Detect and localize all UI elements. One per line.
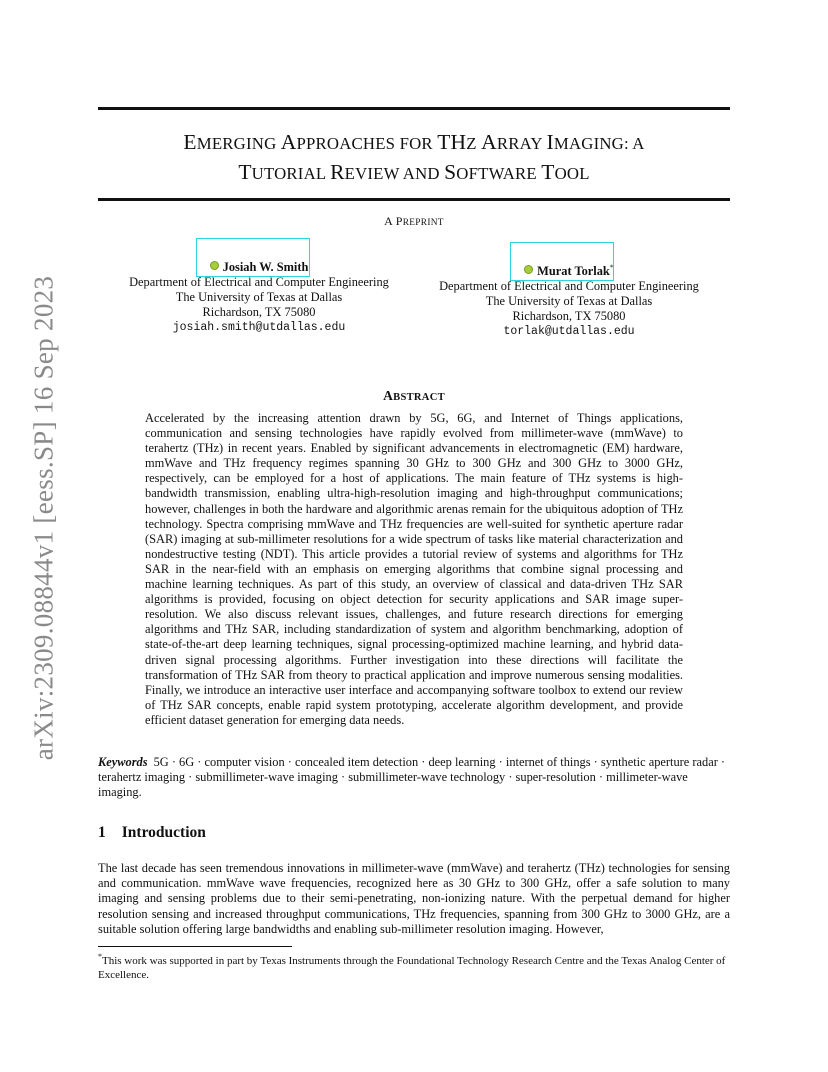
author-city: Richardson, TX 75080 xyxy=(202,305,316,319)
title-line-1: EMERGING APPROACHES FOR THZ ARRAY IMAGING: A xyxy=(183,130,645,154)
keywords-list: 5G · 6G · computer vision · concealed item detection · deep learning · internet of things · synthetic aperture radar · terahertz imaging · submillimeter-wave imaging · submillimeter-wave technology · super-resolution · millimeter-wave imaging. xyxy=(98,755,726,800)
author-university: The University of Texas at Dallas xyxy=(485,294,653,308)
paper-title xyxy=(98,128,730,188)
section-number: 1 xyxy=(98,824,106,841)
author-university: The University of Texas at Dallas xyxy=(175,290,343,304)
abstract-text: Accelerated by the increasing attention drawn by 5G, 6G, and Internet of Things applications, communication and sensing technologies have rapidly evolved from millimeter-wave (mmWave) to terahertz (THz) in recent years. Enabled by significant advancements in electromagnetic (EM) hardware, mmWave and THz frequency regimes spanning 30 GHz to 300 GHz and 300 GHz to 3000 GHz, respectively, can be employed for a host of applications. The main feature of THz systems is high-bandwidth transmission, enabling ultra-high-resolution imaging and high-throughput communications; however, challenges in both the hardware and algorithmic arenas remain for the ubiquitous adoption of THz technology. Spectra comprising mmWave and THz frequencies are well-suited for synthetic aperture radar (SAR) imaging at sub-millimeter resolutions for a wide spectrum of tasks like material characterization and nondestructive testing (NDT). This article provides a tutorial review of systems and algorithms for THz SAR in the near-field with an emphasis on emerging algorithms that combine signal processing and machine learning techniques. As part of this study, an overview of classical and data-driven THz SAR algorithms is provided, focusing on object detection for security applications and SAR image super-resolution. We also discuss relevant issues, challenges, and future research directions for emerging algorithms and THz SAR, including standardization of system and algorithm benchmarking, adoption of state-of-the-art deep learning techniques, signal processing-optimized machine learning, and hybrid data-driven signal processing algorithms. Further investigation into these directions will facilitate the transformation of THz SAR from theory to practical application and improve numerous sensing modalities. Finally, we introduce an interactive user interface and accompanying software toolbox to extend our review of THz SAR concepts, enable rapid system prototyping, accelerate algorithm development, and provide efficient dataset generation for emerging data needs. xyxy=(145,411,683,727)
author-block-torlak xyxy=(418,260,720,339)
author-affiliation: Department of Electrical and Computer Engineering xyxy=(129,275,389,289)
title-top-rule xyxy=(98,107,730,110)
author-email[interactable]: torlak@utdallas.edu xyxy=(503,325,635,338)
footnote-rule xyxy=(98,946,292,947)
title-line-2: TUTORIAL REVIEW AND SOFTWARE TOOL xyxy=(238,160,590,184)
keywords-label: Keywords xyxy=(98,755,148,769)
footnote xyxy=(98,950,730,982)
title-bottom-rule xyxy=(98,198,730,201)
arxiv-identifier-stamp: arXiv:2309.08844v1 [eess.SP] 16 Sep 2023 xyxy=(28,275,59,761)
footnote-marker[interactable]: * xyxy=(609,263,614,272)
keywords xyxy=(98,755,730,801)
footnote-mark: * xyxy=(98,952,102,961)
author-affiliation: Department of Electrical and Computer Engineering xyxy=(439,279,699,293)
author-block-smith xyxy=(98,260,420,335)
author-city: Richardson, TX 75080 xyxy=(512,309,626,323)
author-email[interactable]: josiah.smith@utdallas.edu xyxy=(172,321,346,334)
introduction-paragraph: The last decade has seen tremendous innovations in millimeter-wave (mmWave) and terahertz (THz) technologies for sensing and communication. mmWave wave frequencies, recognized here as 30 GHz to 300 GHz, offer a safe solution to many imaging and sensing problems due to their semi-penetrating, non-ionizing nature. With the perpetual demand for higher resolution sensing and increased throughput communications, THz frequencies, spanning from 300 GHz to 3000 GHz, are a suitable solution offering large bandwidths and enabling sub-millimeter resolution imaging. However, xyxy=(98,861,730,936)
preprint-label: A PREPRINT xyxy=(384,214,444,228)
abstract-heading: ABSTRACT xyxy=(383,388,445,403)
section-heading-introduction xyxy=(98,824,206,842)
orcid-icon[interactable] xyxy=(210,261,219,270)
orcid-icon[interactable] xyxy=(524,265,533,274)
section-title: Introduction xyxy=(121,824,206,841)
footnote-text: This work was supported in part by Texas Instruments through the Foundational Technology Research Centre and the Texas Analog Center of Excellence. xyxy=(98,955,726,981)
author-name-link[interactable]: Murat Torlak xyxy=(524,264,610,279)
author-name-link[interactable]: Josiah W. Smith xyxy=(210,260,309,275)
